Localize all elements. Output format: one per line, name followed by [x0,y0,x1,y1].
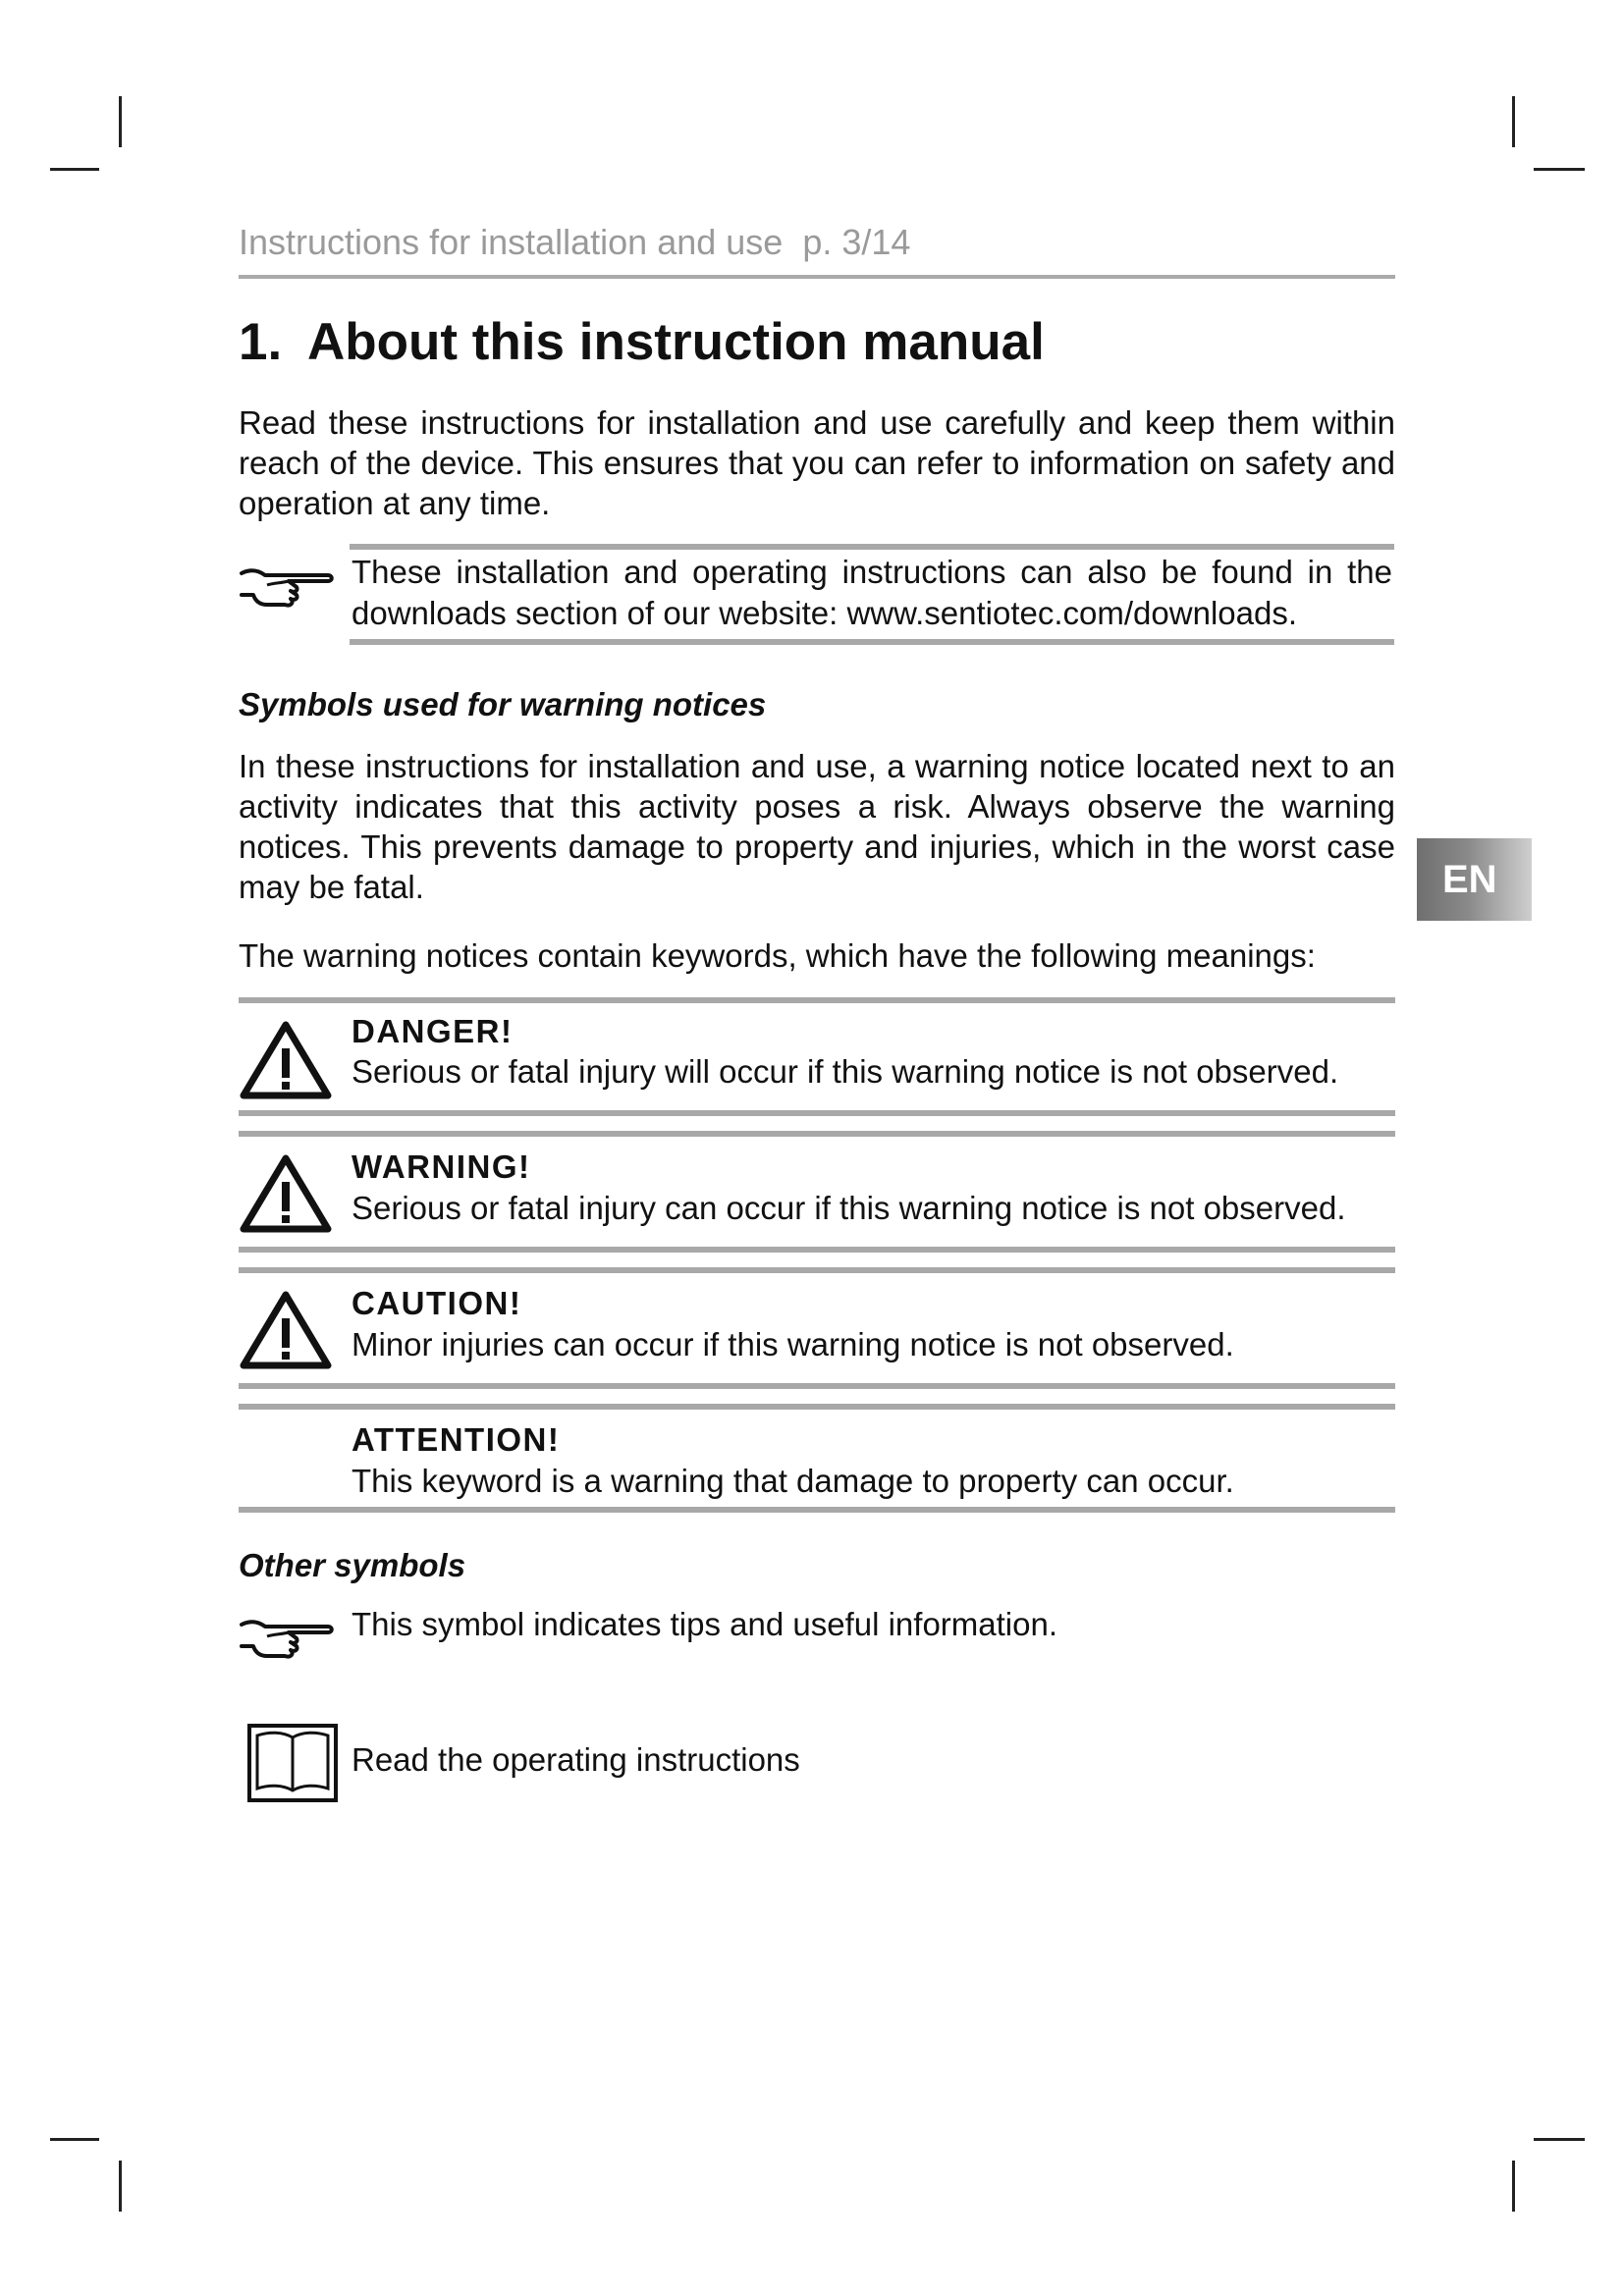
warning-triangle-icon [239,1152,333,1238]
tip-symbol-text: This symbol indicates tips and useful information. [352,1606,1058,1642]
note-rule-top [350,544,1394,550]
crop-mark-top-left-horizontal [50,168,99,171]
language-tab-label: EN [1442,857,1497,901]
download-note-text: These installation and operating instructions can also be found in the downloads section of our website: www.sentiotec.com/downloads. [352,554,1392,631]
manual-symbol-text: Read the operating instructions [352,1741,800,1778]
warning-symbols-heading: Symbols used for warning notices [239,686,767,722]
crop-mark-top-left-vertical [119,96,122,147]
other-symbols-heading: Other symbols [239,1547,466,1583]
crop-mark-bottom-right-horizontal [1534,2138,1585,2141]
pointing-hand-icon [238,561,336,615]
warning-text: Serious or fatal injury can occur if this warning notice is not observed. [352,1190,1346,1226]
warning-keyword: WARNING! [352,1148,531,1185]
open-book-icon [244,1720,342,1811]
pointing-hand-icon [238,1613,336,1667]
page-title [239,312,1045,372]
keywords-intro: The warning notices contain keywords, which have the following meanings: [239,937,1316,974]
intro-paragraph: Read these instructions for installation and use carefully and keep them within reach of the device. This ensures that you can refer to information on safety and operation at any time. [239,404,1395,521]
danger-rule-top [239,997,1395,1003]
attention-text: This keyword is a warning that damage to property can occur. [352,1463,1234,1499]
crop-mark-top-right-horizontal [1534,168,1585,171]
note-rule-bottom [350,639,1394,645]
caution-keyword: CAUTION! [352,1285,522,1321]
section-number: 1. [239,313,283,371]
caution-rule-bottom [239,1383,1395,1389]
language-tab [1417,838,1532,921]
attention-rule-top [239,1404,1395,1410]
danger-keyword: DANGER! [352,1013,514,1049]
crop-mark-bottom-left-horizontal [50,2138,99,2141]
warning-symbols-paragraph: In these instructions for installation and use, a warning notice located next to an activity indicates that this activity poses a risk. Always observe the warning notices. This prevents damage to property and injuries, which in the worst case may be fatal. [239,748,1395,905]
header-divider [239,275,1395,279]
warning-rule-top [239,1131,1395,1137]
warning-triangle-icon [239,1289,333,1374]
caution-text: Minor injuries can occur if this warning notice is not observed. [352,1326,1234,1362]
warning-rule-bottom [239,1247,1395,1253]
attention-rule-bottom [239,1507,1395,1513]
caution-rule-top [239,1267,1395,1273]
warning-triangle-icon [239,1019,333,1104]
danger-rule-bottom [239,1110,1395,1116]
crop-mark-top-right-vertical [1512,96,1515,147]
section-title: About this instruction manual [307,313,1045,371]
running-header: Instructions for installation and use p. 3/14 [239,222,911,262]
danger-text: Serious or fatal injury will occur if this warning notice is not observed. [352,1053,1339,1090]
crop-mark-bottom-left-vertical [119,2161,122,2212]
attention-keyword: ATTENTION! [352,1421,561,1458]
crop-mark-bottom-right-vertical [1512,2161,1515,2212]
